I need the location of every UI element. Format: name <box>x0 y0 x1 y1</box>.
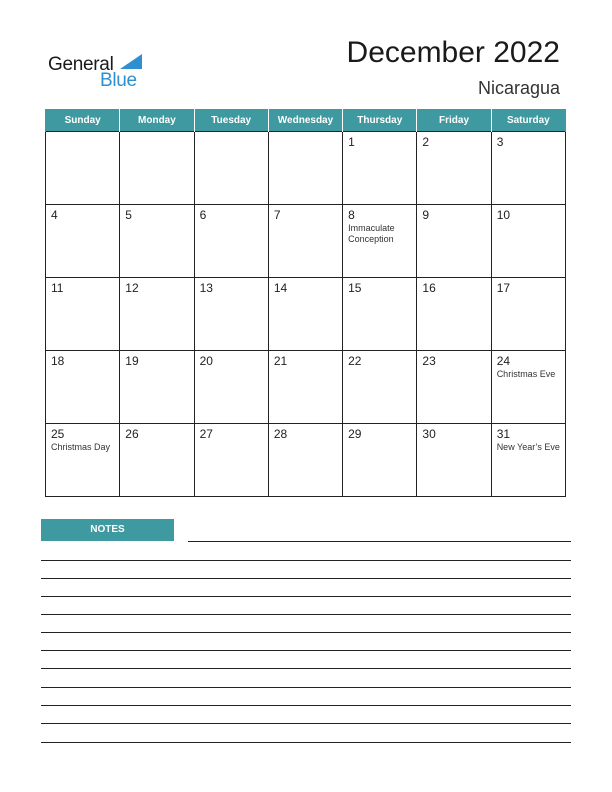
day-cell <box>268 132 342 205</box>
logo-text-general: General <box>48 54 114 75</box>
day-number: 31 <box>496 427 511 441</box>
note-line <box>41 650 571 651</box>
day-cell <box>417 132 491 205</box>
day-cell <box>120 205 194 278</box>
day-number: 8 <box>348 208 355 222</box>
day-cell <box>417 351 491 424</box>
day-number: 3 <box>496 135 504 149</box>
day-cell <box>194 424 268 497</box>
day-number: 28 <box>273 427 288 441</box>
day-number: 29 <box>348 427 362 441</box>
note-line <box>41 578 571 579</box>
weekday-header: Wednesday <box>268 109 342 132</box>
week-row <box>46 205 566 278</box>
weekday-header-row <box>46 109 566 132</box>
weekday-header: Friday <box>417 109 491 132</box>
note-line <box>41 632 571 633</box>
logo-triangle-icon <box>120 54 142 69</box>
day-cell <box>46 278 120 351</box>
day-cell <box>194 351 268 424</box>
note-line <box>188 541 571 542</box>
day-cell <box>120 278 194 351</box>
day-number: 30 <box>422 427 436 441</box>
note-line <box>41 742 571 743</box>
day-number: 11 <box>51 281 64 295</box>
day-cell <box>268 205 342 278</box>
day-cell <box>120 424 194 497</box>
day-cell <box>268 351 342 424</box>
day-cell <box>491 132 565 205</box>
day-cell <box>46 424 120 497</box>
day-cell <box>343 132 417 205</box>
week-row <box>46 351 566 424</box>
day-cell <box>46 351 120 424</box>
day-number: 21 <box>273 354 288 368</box>
day-number: 27 <box>199 427 213 441</box>
note-line <box>41 723 571 724</box>
day-cell <box>343 351 417 424</box>
day-cell <box>491 424 565 497</box>
day-number: 18 <box>51 354 65 368</box>
day-number: 4 <box>51 208 58 222</box>
day-number: 15 <box>348 281 362 295</box>
holiday-label: Christmas Eve <box>496 369 556 379</box>
day-cell <box>343 278 417 351</box>
day-number: 6 <box>199 208 207 222</box>
day-number: 22 <box>348 354 362 368</box>
day-cell <box>194 205 268 278</box>
week-row <box>46 278 566 351</box>
note-line <box>41 705 571 706</box>
day-cell <box>491 278 565 351</box>
day-cell <box>46 205 120 278</box>
day-number: 9 <box>422 208 430 222</box>
calendar-grid <box>45 109 566 497</box>
day-cell <box>417 278 491 351</box>
holiday-label: Immaculate Conception <box>348 223 395 244</box>
day-cell <box>120 132 194 205</box>
day-number: 13 <box>199 281 213 295</box>
day-number: 1 <box>348 135 355 149</box>
weekday-header: Thursday <box>343 109 417 132</box>
notes-label: NOTES <box>41 519 174 541</box>
day-cell <box>46 132 120 205</box>
page-title: December 2022 <box>346 36 560 69</box>
logo-text-blue: Blue <box>100 70 137 91</box>
day-number: 14 <box>273 281 288 295</box>
day-number: 10 <box>496 208 511 222</box>
day-cell <box>268 278 342 351</box>
day-number: 12 <box>125 281 139 295</box>
day-cell <box>268 424 342 497</box>
day-number: 26 <box>125 427 139 441</box>
day-cell <box>120 351 194 424</box>
week-row <box>46 424 566 497</box>
day-number: 20 <box>199 354 213 368</box>
note-line <box>41 668 571 669</box>
weekday-header: Tuesday <box>194 109 268 132</box>
day-cell <box>417 424 491 497</box>
weekday-header: Saturday <box>491 109 565 132</box>
day-number: 5 <box>125 208 132 222</box>
weekday-header: Monday <box>120 109 194 132</box>
note-line <box>41 614 571 615</box>
day-number: 25 <box>51 427 65 441</box>
week-row <box>46 132 566 205</box>
country-subtitle: Nicaragua <box>477 78 560 98</box>
day-cell <box>417 205 491 278</box>
day-cell <box>491 205 565 278</box>
weekday-header: Sunday <box>46 109 120 132</box>
day-number: 17 <box>496 281 511 295</box>
holiday-label: Christmas Day <box>51 442 111 452</box>
day-cell <box>343 205 417 278</box>
day-number: 2 <box>422 135 430 149</box>
day-number: 19 <box>125 354 139 368</box>
day-number: 23 <box>422 354 436 368</box>
day-cell <box>194 278 268 351</box>
day-cell <box>491 351 565 424</box>
note-line <box>41 596 571 597</box>
note-line <box>41 560 571 561</box>
day-cell <box>194 132 268 205</box>
note-line <box>41 687 571 688</box>
day-number: 24 <box>496 354 511 368</box>
holiday-label: New Year’s Eve <box>496 442 560 452</box>
day-cell <box>343 424 417 497</box>
general-blue-logo <box>48 52 148 92</box>
day-number: 16 <box>422 281 436 295</box>
day-number: 7 <box>273 208 281 222</box>
